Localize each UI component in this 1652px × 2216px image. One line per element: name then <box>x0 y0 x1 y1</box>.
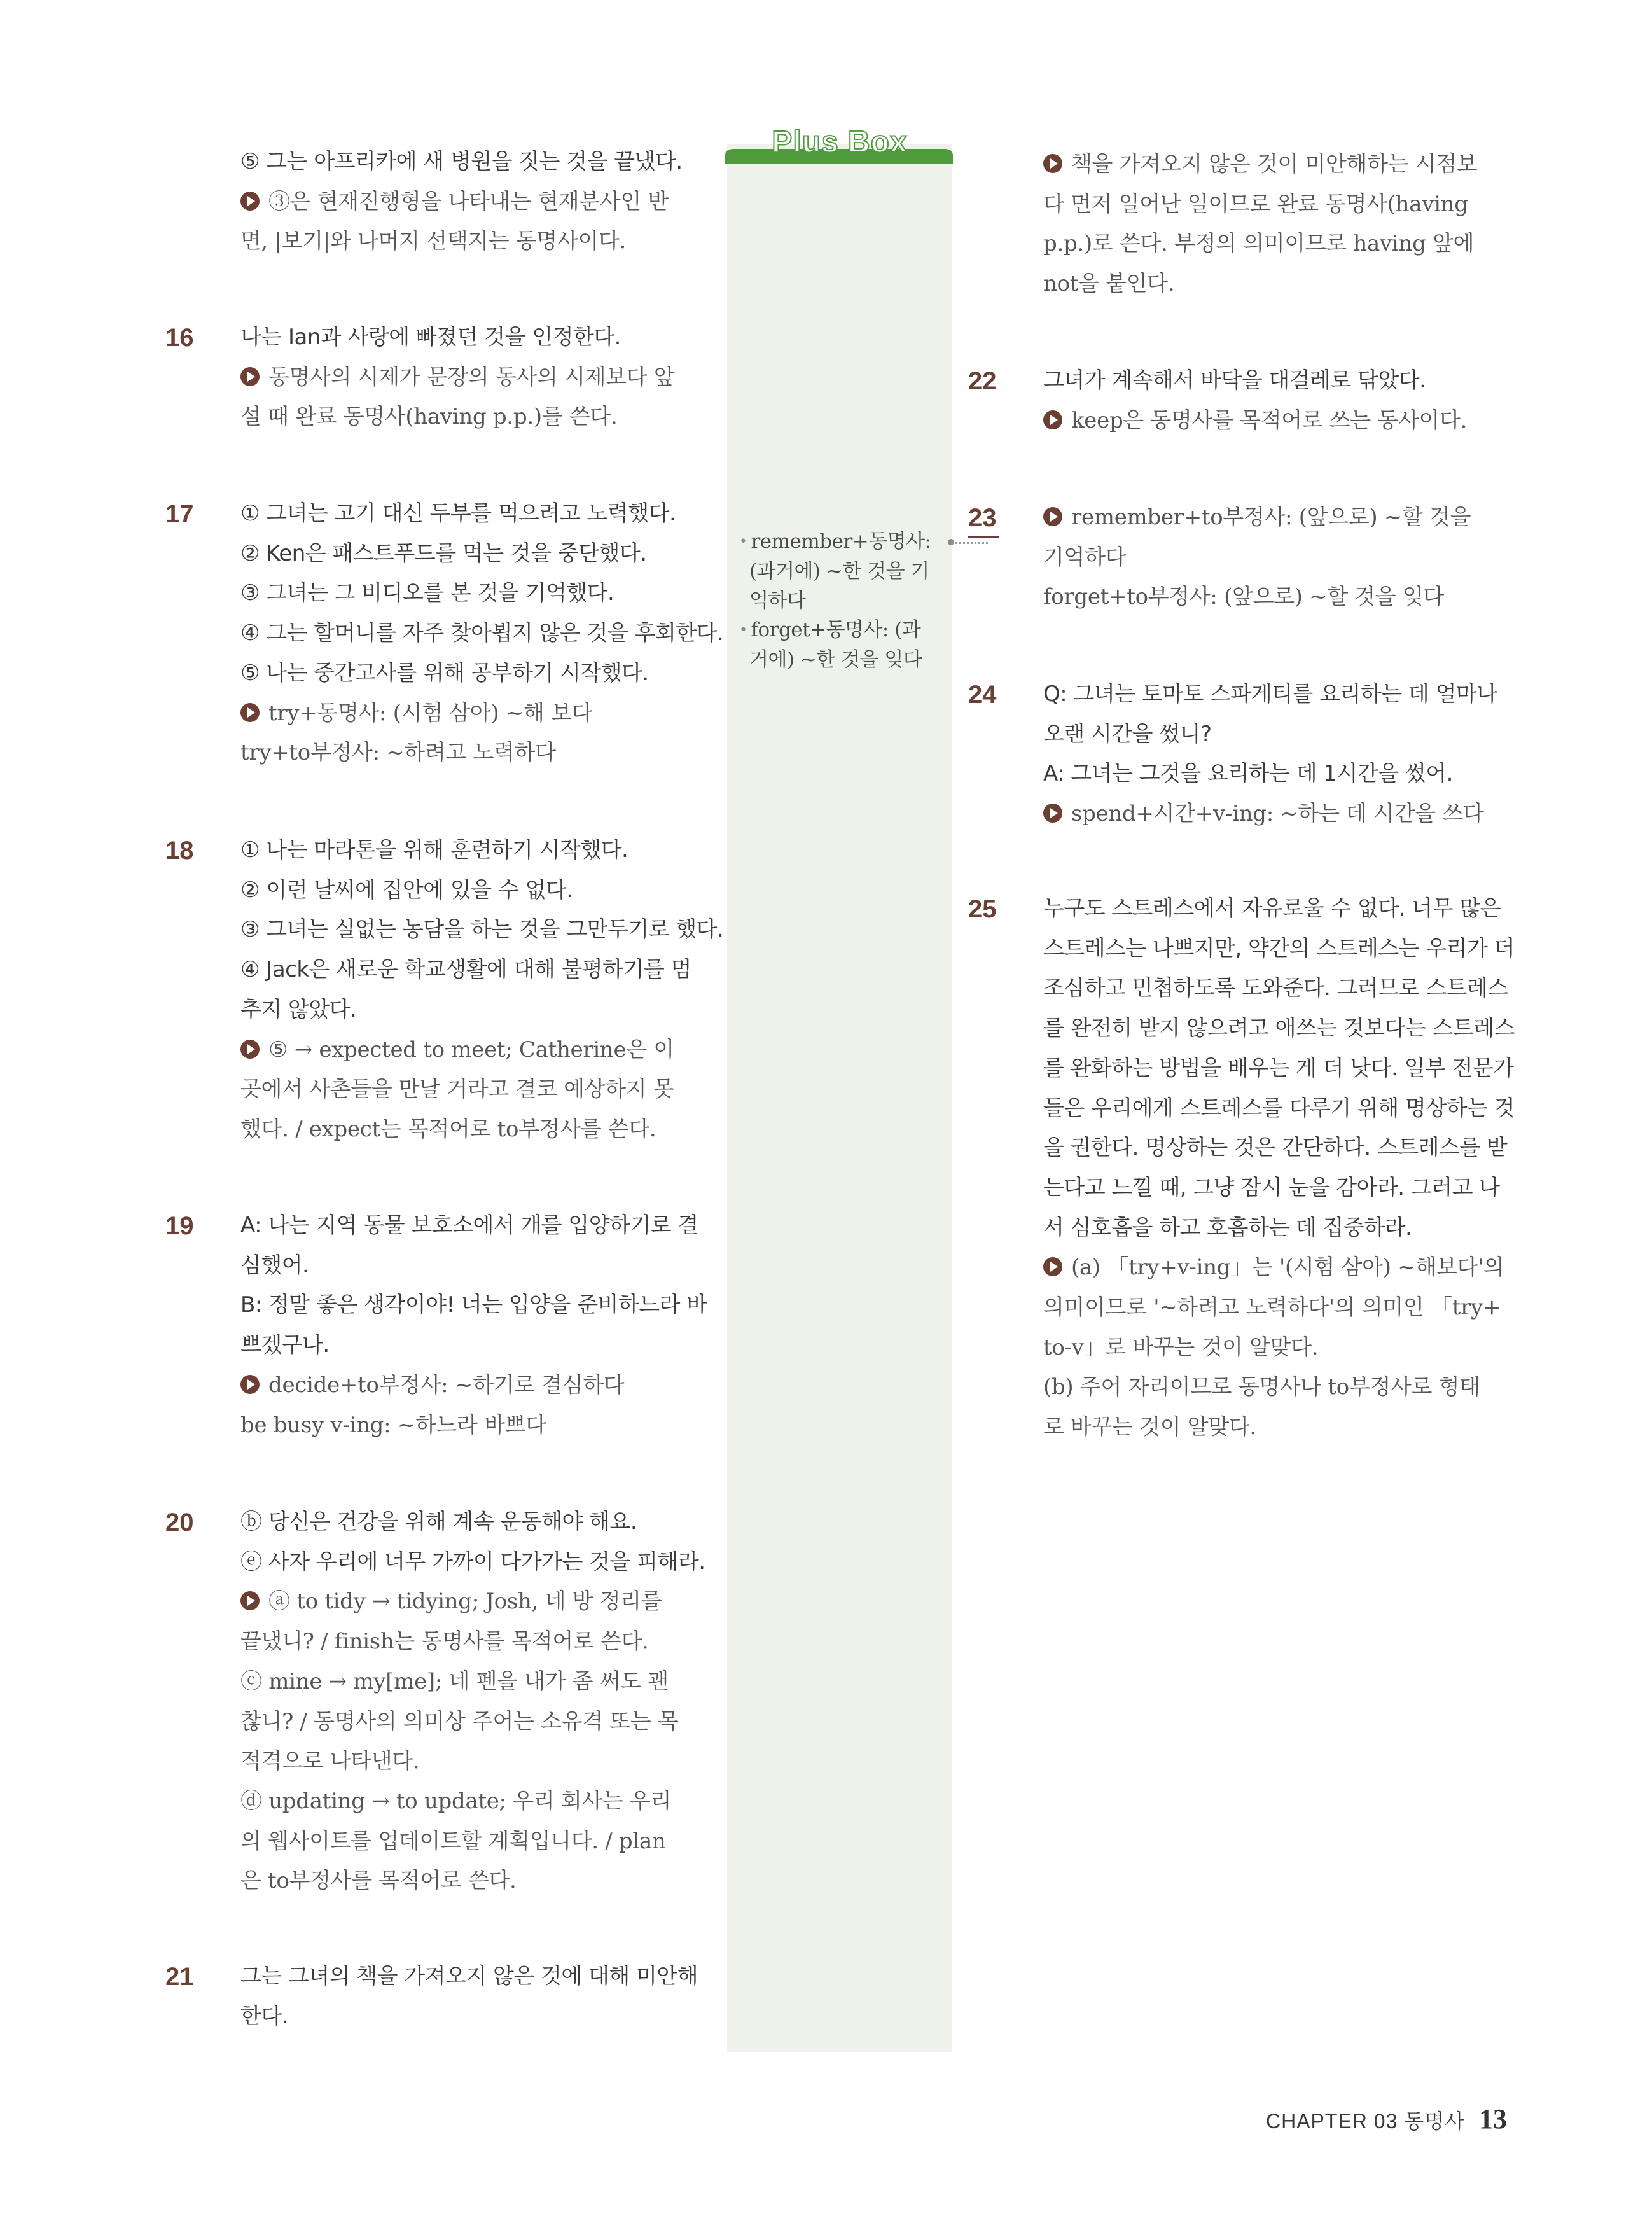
explanation-line: 곳에서 사촌들을 만날 거라고 결코 예상하지 못 <box>240 1077 674 1103</box>
answer-line: 심했어. <box>240 1252 309 1278</box>
answer-line: Q: 그녀는 토마토 스파게티를 요리하는 데 얼마나 <box>1043 681 1497 707</box>
answer-body <box>240 1206 705 1445</box>
answer-line: ③ 그녀는 그 비디오를 본 것을 기억했다. <box>240 580 614 606</box>
explanation-line <box>1043 498 1508 538</box>
explanation-line: 설 때 완료 동명사(having p.p.)를 쓴다. <box>240 404 618 430</box>
answer-line: B: 정말 좋은 생각이야! 너는 입양을 준비하느라 바 <box>240 1292 707 1318</box>
note-line: (과거에) ~한 것을 기 <box>749 560 929 583</box>
answer-line: ③ 그녀는 실없는 농담을 하는 것을 그만두기로 했다. <box>240 917 724 943</box>
explanation-line: 면, |보기|와 나머지 선택지는 동명사이다. <box>240 228 627 254</box>
answer-line: ① 나는 마라톤을 위해 훈련하기 시작했다. <box>240 837 628 863</box>
explanation-line: p.p.)로 쓴다. 부정의 의미이므로 having 앞에 <box>1043 231 1475 257</box>
question-number: 25 <box>968 895 997 923</box>
answer-line: 를 완전히 받지 않으려고 애쓰는 것보다는 스트레스 <box>1043 1015 1515 1042</box>
explanation-text: decide+to부정사: ~하기로 결심하다 <box>268 1372 625 1398</box>
answer-line: 추지 않았다. <box>240 996 357 1022</box>
page-footer <box>1266 2103 1507 2135</box>
arrow-icon <box>1043 154 1062 173</box>
answer-line: 들은 우리에게 스트레스를 다루기 위해 명상하는 것 <box>1043 1095 1515 1121</box>
note-connector-line <box>951 542 988 544</box>
explanation-text: ③은 현재진행형을 나타내는 현재분사인 반 <box>268 188 669 214</box>
explanation-line <box>1043 1248 1508 1288</box>
question-number: 16 <box>165 324 194 352</box>
explanation-line: 기억하다 <box>1043 544 1127 570</box>
answer-body <box>240 1956 705 2036</box>
question-number: 18 <box>165 837 194 865</box>
arrow-icon <box>1043 410 1062 429</box>
explanation-text: try+동명사: (시험 삼아) ~해 보다 <box>268 700 593 726</box>
chapter-label: CHAPTER 03 동명사 <box>1265 2110 1465 2133</box>
question-number: 21 <box>165 1963 194 1991</box>
explanation-line <box>1043 144 1508 185</box>
explanation-line: 했다. / expect는 목적어로 to부정사를 쓴다. <box>240 1116 656 1142</box>
answer-line: A: 나는 지역 동물 보호소에서 개를 입양하기로 결 <box>240 1213 698 1238</box>
answer-body <box>240 142 705 261</box>
arrow-icon <box>240 1375 260 1394</box>
answer-line: ② 이런 날씨에 집안에 있을 수 없다. <box>240 877 573 903</box>
explanation-line <box>1043 401 1508 441</box>
question-number: 23 <box>968 504 997 532</box>
answer-line: 조심하고 민첩하도록 도와준다. 그러므로 스트레스 <box>1043 975 1508 1001</box>
answer-body <box>1043 144 1508 304</box>
answer-line: A: 그녀는 그것을 요리하는 데 1시간을 썼어. <box>1043 761 1453 787</box>
answer-body <box>1043 361 1508 440</box>
question-number: 24 <box>968 681 997 709</box>
explanation-line: (b) 주어 자리이므로 동명사나 to부정사로 형태 <box>1043 1374 1480 1400</box>
arrow-icon <box>240 703 260 722</box>
arrow-icon <box>1043 1257 1062 1276</box>
plus-box-panel <box>727 144 952 2052</box>
answer-line: ⑤ 나는 중간고사를 위해 공부하기 시작했다. <box>240 660 649 686</box>
explanation-text: (a) 「try+v-ing」는 '(시험 삼아) ~해보다'의 <box>1071 1255 1504 1281</box>
explanation-line: not을 붙인다. <box>1043 271 1175 297</box>
question-number: 17 <box>165 500 194 528</box>
explanation-line <box>240 693 705 734</box>
answer-line: ① 그녀는 고기 대신 두부를 먹으려고 노력했다. <box>240 501 676 526</box>
answer-line: 그녀가 계속해서 바닥을 대걸레로 닦았다. <box>1043 368 1426 393</box>
answer-line: 오랜 시간을 썼니? <box>1043 721 1212 747</box>
question-number: 20 <box>165 1509 194 1537</box>
explanation-line: 의 웹사이트를 업데이트할 계획입니다. / plan <box>240 1828 666 1854</box>
note-line: 억하다 <box>749 589 806 612</box>
answer-line: 쁘겠구나. <box>240 1332 330 1358</box>
answer-body <box>240 317 705 437</box>
answer-line: 는다고 느낄 때, 그냥 잠시 눈을 감아라. 그러고 나 <box>1043 1174 1500 1201</box>
answer-line: 서 심호흡을 하고 호흡하는 데 집중하라. <box>1043 1215 1412 1241</box>
answer-body <box>240 494 724 773</box>
explanation-line: 찮니? / 동명사의 의미상 주어는 소유격 또는 목 <box>240 1708 679 1734</box>
explanation-line <box>240 358 705 398</box>
explanation-line: 로 바꾸는 것이 알맞다. <box>1043 1414 1256 1440</box>
note-line: 거에) ~한 것을 잊다 <box>749 648 922 671</box>
question-number: 22 <box>968 367 997 395</box>
arrow-icon <box>240 1591 260 1610</box>
answer-body <box>240 830 724 1150</box>
explanation-line <box>240 1030 705 1070</box>
explanation-text: ⓐ to tidy → tidying; Josh, 네 방 정리를 <box>268 1589 662 1615</box>
answer-body <box>1043 498 1508 617</box>
answer-line: ⓔ 사자 우리에 너무 가까이 다가가는 것을 피해라. <box>240 1549 705 1575</box>
answer-body <box>1043 674 1508 834</box>
answer-line: ④ Jack은 새로운 학교생활에 대해 불평하기를 멈 <box>240 957 691 983</box>
explanation-line: try+to부정사: ~하려고 노력하다 <box>240 740 556 766</box>
answer-line: 스트레스는 나쁘지만, 약간의 스트레스는 우리가 더 <box>1043 935 1515 961</box>
answer-line: 누구도 스트레스에서 자유로울 수 없다. 너무 많은 <box>1043 896 1501 921</box>
explanation-line: forget+to부정사: (앞으로) ~할 것을 잊다 <box>1043 584 1445 610</box>
explanation-line: be busy v-ing: ~하느라 바쁘다 <box>240 1412 546 1438</box>
explanation-line <box>1043 794 1508 834</box>
explanation-text: spend+시간+v-ing: ~하는 데 시간을 쓰다 <box>1071 801 1484 827</box>
arrow-icon <box>240 1040 260 1059</box>
explanation-text: 동명사의 시제가 문장의 동사의 시제보다 앞 <box>268 364 675 390</box>
question-number: 19 <box>165 1212 194 1240</box>
answer-line: ⑤ 그는 아프리카에 새 병원을 짓는 것을 끝냈다. <box>240 149 683 174</box>
explanation-text: ⑤ → expected to meet; Catherine은 이 <box>268 1036 674 1063</box>
answer-body <box>1043 889 1515 1447</box>
note-line: forget+동명사: (과 <box>751 618 921 641</box>
explanation-line: 은 to부정사를 목적어로 쓴다. <box>240 1868 517 1894</box>
answer-line: 그는 그녀의 책을 가져오지 않은 것에 대해 미안해 <box>240 1963 698 1989</box>
plus-box-note: • remember+동명사: (과거에) ~한 것을 기 억하다 • forget+동명사: (과 거에) ~한 것을 잊다 <box>739 527 949 674</box>
answer-line: ④ 그는 할머니를 자주 찾아뵙지 않은 것을 후회한다. <box>240 620 724 646</box>
arrow-icon <box>1043 804 1062 823</box>
explanation-line: to-v」로 바꾸는 것이 알맞다. <box>1043 1334 1319 1360</box>
arrow-icon <box>240 192 260 211</box>
answer-line: ② Ken은 패스트푸드를 먹는 것을 중단했다. <box>240 540 647 566</box>
explanation-line <box>240 1582 705 1622</box>
plus-box-title: Plus Box <box>772 125 908 159</box>
arrow-icon <box>1043 507 1062 526</box>
page-number: 13 <box>1479 2103 1507 2135</box>
note-line: remember+동명사: <box>751 530 931 553</box>
explanation-line: 적격으로 나타낸다. <box>240 1748 420 1774</box>
arrow-icon <box>240 367 260 386</box>
explanation-text: 책을 가져오지 않은 것이 미안해하는 시점보 <box>1071 151 1478 177</box>
answer-line: 를 완화하는 방법을 배우는 게 더 낫다. 일부 전문가 <box>1043 1055 1514 1081</box>
answer-body <box>240 1502 705 1901</box>
explanation-line: ⓒ mine → my[me]; 네 펜을 내가 좀 써도 괜 <box>240 1668 669 1694</box>
answer-line: ⓑ 당신은 건강을 위해 계속 운동해야 해요. <box>240 1509 637 1535</box>
answer-line: 나는 Ian과 사랑에 빠졌던 것을 인정한다. <box>240 324 621 350</box>
number-underline <box>968 536 999 538</box>
explanation-line <box>240 182 705 222</box>
answer-line: 을 권한다. 명상하는 것은 간단하다. 스트레스를 받 <box>1043 1135 1508 1161</box>
explanation-line: 의미이므로 '~하려고 노력하다'의 의미인 「try+ <box>1043 1295 1501 1321</box>
answer-line: 한다. <box>240 2003 288 2029</box>
explanation-line: 다 먼저 일어난 일이므로 완료 동명사(having <box>1043 191 1468 217</box>
explanation-text: remember+to부정사: (앞으로) ~할 것을 <box>1071 505 1471 530</box>
explanation-line <box>240 1365 705 1405</box>
explanation-text: keep은 동명사를 목적어로 쓰는 동사이다. <box>1071 407 1468 433</box>
explanation-line: ⓓ updating → to update; 우리 회사는 우리 <box>240 1788 672 1814</box>
explanation-line: 끝냈니? / finish는 동명사를 목적어로 쓴다. <box>240 1629 649 1655</box>
